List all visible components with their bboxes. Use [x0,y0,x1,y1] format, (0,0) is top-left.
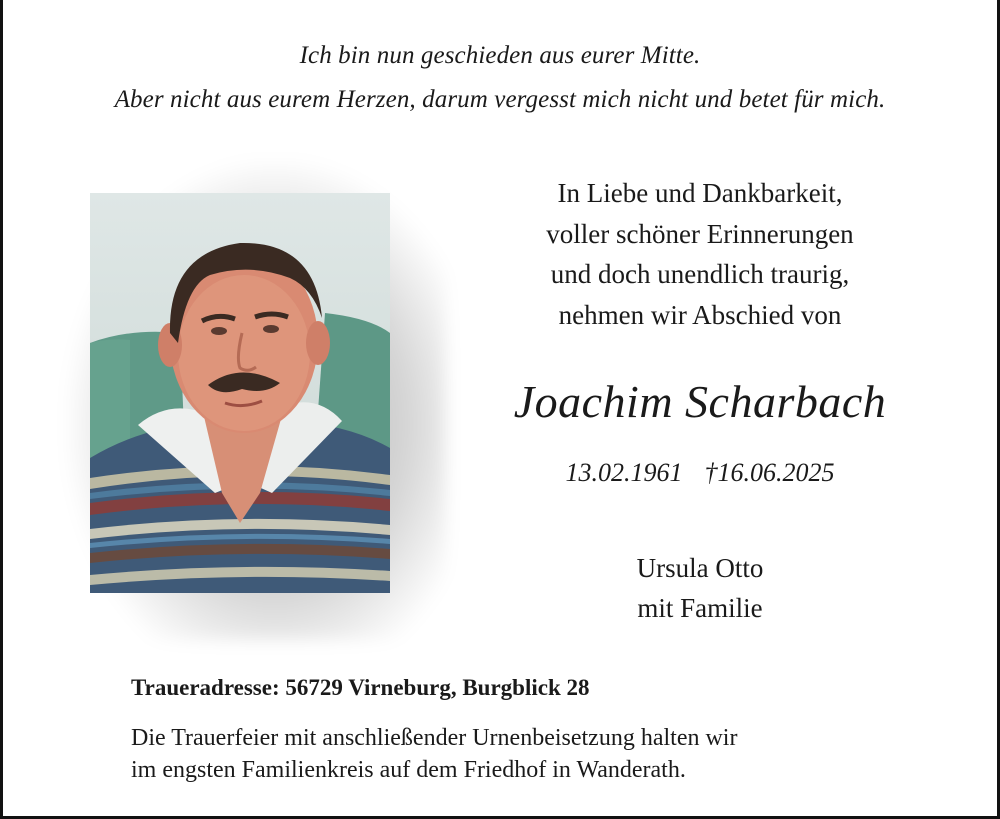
portrait-photo [90,193,390,593]
death-date: †16.06.2025 [704,458,835,487]
dedication-text [470,173,930,335]
dedication-line-1: In Liebe und Dankbarkeit, [557,178,843,208]
deceased-name: Joachim Scharbach [513,376,887,427]
frame-left-border [0,0,3,819]
dedication-line-4: nehmen wir Abschied von [558,299,842,330]
mourning-address: Traueradresse: 56729 Virneburg, Burgblick 28 [131,675,590,700]
ceremony-line-1: Die Trauerfeier mit anschließender Urnenbeisetzung halten wir [131,725,738,751]
quote-line-2: Aber nicht aus eurem Herzen, darum vergesst mich nicht und betet für mich. [114,86,886,113]
ceremony-info [131,722,891,786]
dedication-line-3: und doch unendlich traurig, [550,259,850,289]
birth-date: 13.02.1961 [565,458,683,487]
ceremony-line-2: im engsten Familienkreis auf dem Friedhof in Wanderath. [131,757,686,783]
life-dates [470,458,930,488]
memorial-quote [0,34,1000,122]
mourners [470,548,930,628]
portrait-illustration [90,193,390,593]
mourner-name: Ursula Otto [636,553,764,583]
mourner-family: mit Familie [637,593,763,623]
quote-line-1: Ich bin nun geschieden aus eurer Mitte. [299,42,701,69]
dedication-line-2: voller schöner Erinnerungen [546,218,854,249]
